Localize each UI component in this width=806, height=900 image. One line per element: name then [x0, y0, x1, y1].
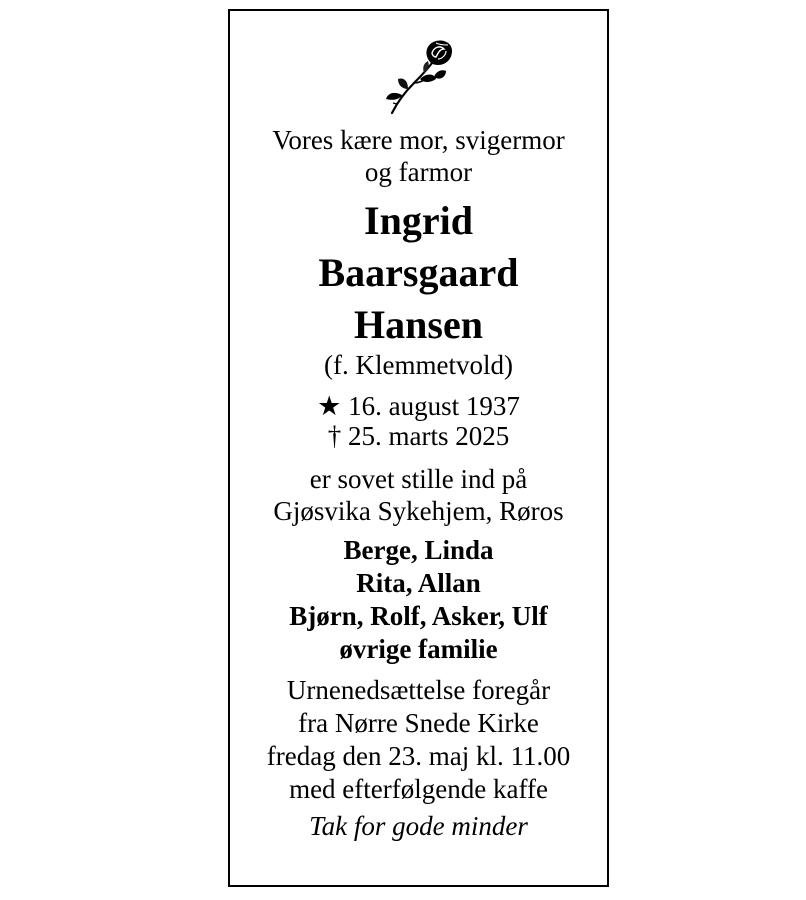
middle-name: Baarsgaard	[318, 250, 519, 295]
service-info	[230, 674, 607, 806]
birth-name-text: (f. Klemmetvold)	[324, 350, 513, 380]
family-line: Rita, Allan	[356, 568, 481, 598]
rose-icon	[378, 37, 458, 117]
intro-line: og farmor	[364, 157, 473, 187]
passing-line: Gjøsvika Sykehjem, Røros	[273, 496, 564, 526]
service-line: fredag den 23. maj kl. 11.00	[266, 741, 571, 771]
family-line: Bjørn, Rolf, Asker, Ulf	[289, 601, 548, 631]
service-line: fra Nørre Snede Kirke	[298, 708, 539, 738]
birth-date: ★ 16. august 1937	[317, 391, 520, 421]
life-dates	[230, 391, 607, 451]
service-line: med efterfølgende kaffe	[289, 774, 548, 804]
passing-text	[230, 463, 607, 527]
thanks-line: Tak for gode minder	[309, 811, 528, 841]
death-date: † 25. marts 2025	[327, 421, 510, 451]
intro-line: Vores kære mor, svigermor	[272, 125, 565, 155]
last-name: Hansen	[354, 302, 483, 347]
thanks-text	[230, 810, 607, 842]
service-line: Urnenedsættelse foregår	[286, 675, 551, 705]
deceased-name	[230, 195, 607, 351]
family-line: Berge, Linda	[343, 535, 494, 565]
first-name: Ingrid	[364, 198, 473, 243]
obituary-card	[228, 9, 609, 887]
family-list	[230, 534, 607, 666]
birth-name	[230, 349, 607, 381]
family-line: øvrige familie	[339, 634, 498, 664]
passing-line: er sovet stille ind på	[309, 464, 528, 494]
intro-text	[230, 124, 607, 188]
